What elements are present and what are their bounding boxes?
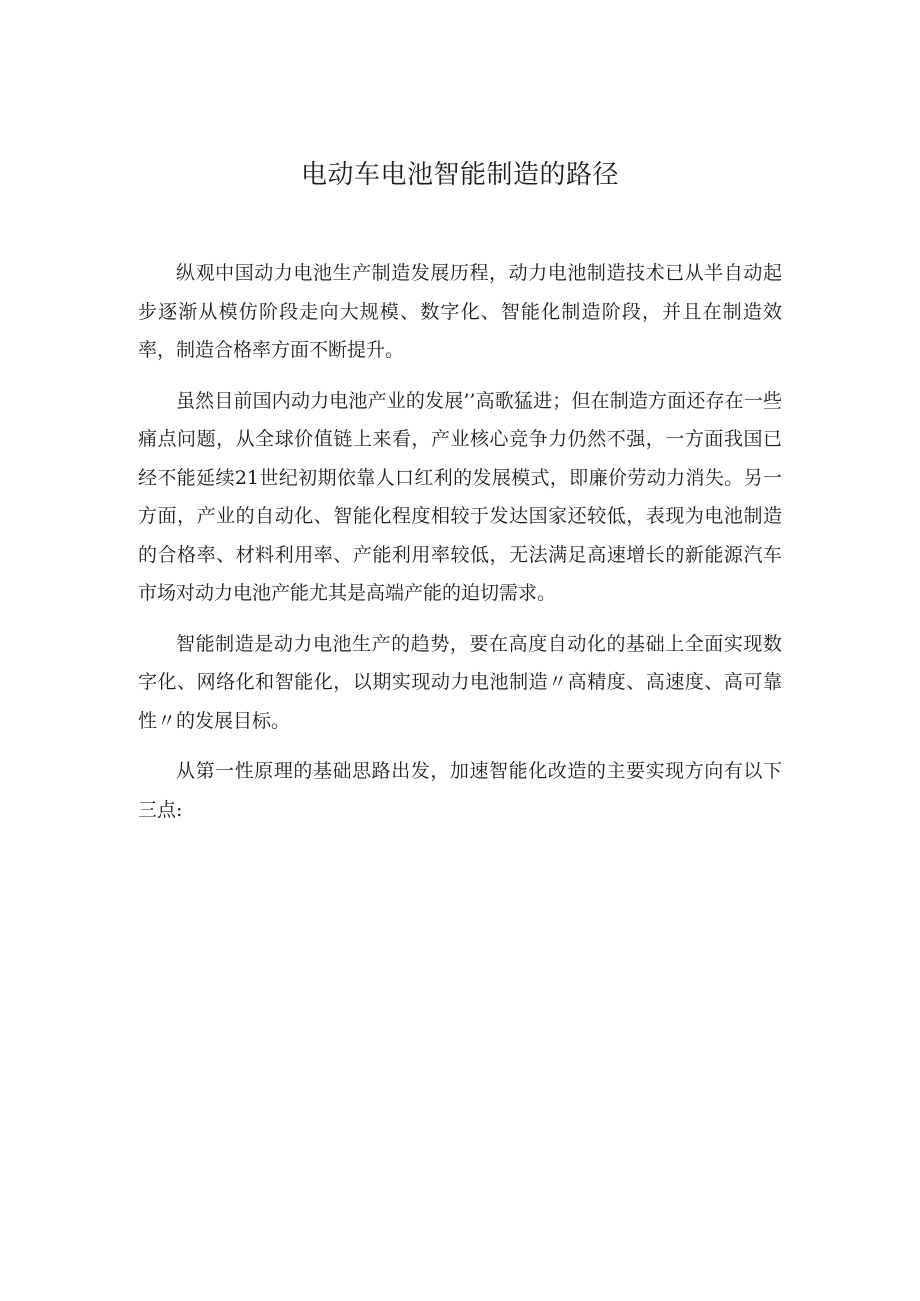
paragraph-1: 纵观中国动力电池生产制造发展历程，动力电池制造技术已从半自动起步逐渐从模仿阶段走向大规模、数字化、智能化制造阶段，并且在制造效率，制造合格率方面不断提升。 [138, 262, 782, 361]
paragraph-3: 智能制造是动力电池生产的趋势，要在高度自动化的基础上全面实现数字化、网络化和智能化，以期实现动力电池制造〃高精度、高速度、高可靠性〃的发展目标。 [138, 632, 782, 732]
document-title: 电动车电池智能制造的路径 [300, 160, 619, 190]
document-body [138, 254, 782, 841]
paragraph-2: 虽然目前国内动力电池产业的发展’’高歌猛进；但在制造方面还存在一些痛点问题，从全球价值链上来看，产业核心竞争力仍然不强，一方面我国已经不能延续21世纪初期依靠人口红利的发展模式，即廉价劳动力消失。另一方面，产业的自动化、智能化程度相较于发达国家还较低，表现为电池制造的合格率、材料利用率、产能利用率较低，无法满足高速增长的新能源汽车市场对动力电池产能尤其是高端产能的迫切需求。 [138, 389, 782, 604]
paragraph-4: 从第一性原理的基础思路出发，加速智能化改造的主要实现方向有以下三点: [138, 760, 782, 821]
